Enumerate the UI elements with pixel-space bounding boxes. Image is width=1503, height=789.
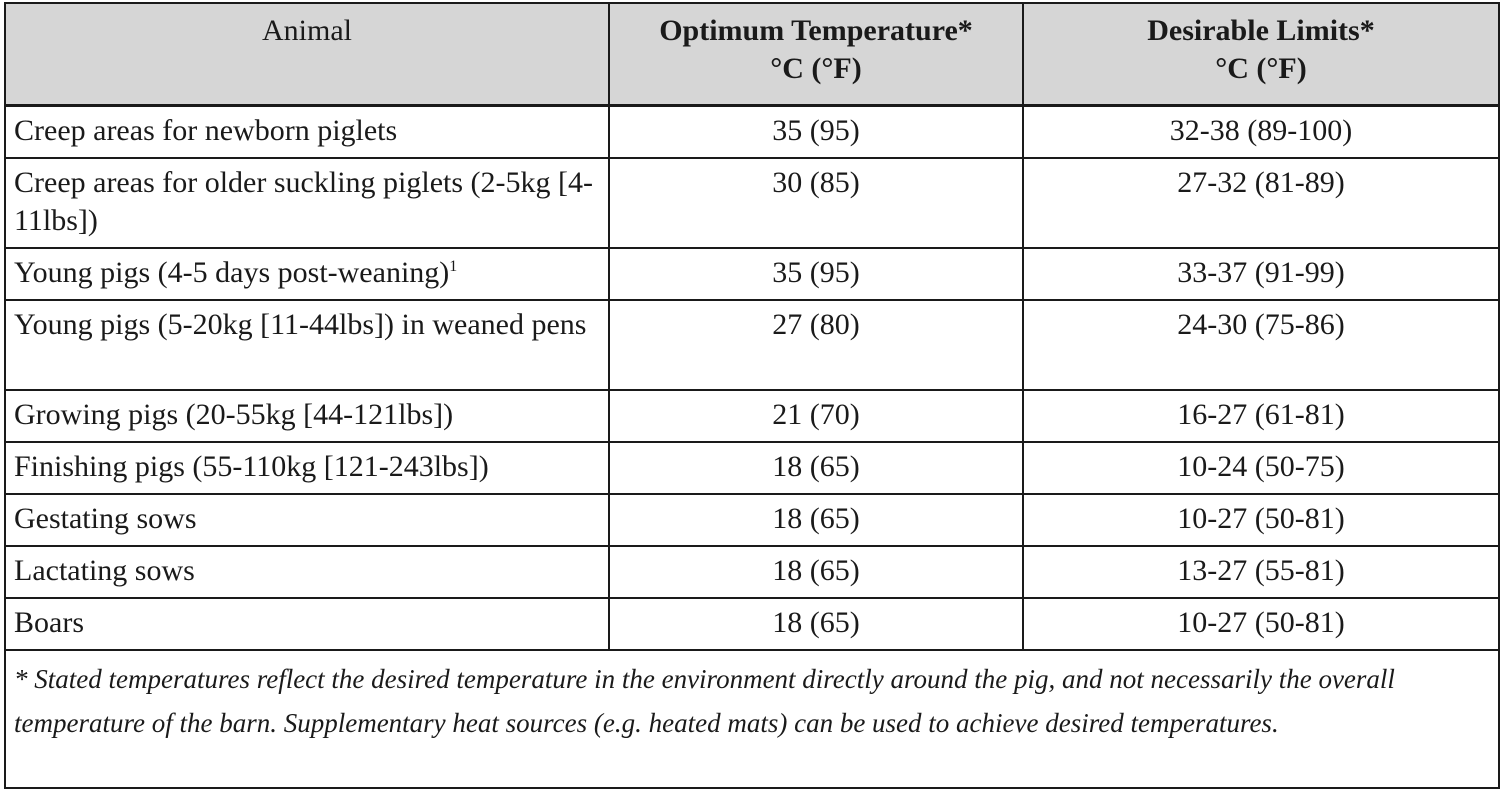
footnote-marker: 1	[449, 258, 458, 275]
table-row	[5, 248, 1499, 300]
cell-limits: 10-27 (50-81)	[1023, 598, 1499, 650]
cell-limits: 27-32 (81-89)	[1023, 158, 1499, 248]
table-row	[5, 300, 1499, 390]
cell-animal: Young pigs (4-5 days post-weaning)$^1$	[5, 248, 609, 300]
cell-optimum: 18 (65)	[609, 494, 1023, 546]
cell-optimum: 18 (65)	[609, 546, 1023, 598]
cell-limits: 33-37 (91-99)	[1023, 248, 1499, 300]
cell-optimum: 27 (80)	[609, 300, 1023, 390]
header-limits-line1: Desirable Limits*	[1147, 14, 1375, 47]
cell-animal: Boars	[5, 598, 609, 650]
cell-optimum: 18 (65)	[609, 598, 1023, 650]
cell-optimum: 30 (85)	[609, 158, 1023, 248]
cell-limits: 16-27 (61-81)	[1023, 390, 1499, 442]
cell-optimum: 35 (95)	[609, 248, 1023, 300]
cell-animal: Creep areas for older suckling piglets (2-5kg [4-11lbs])	[5, 158, 609, 248]
cell-limits: 10-27 (50-81)	[1023, 494, 1499, 546]
header-optimum-line1: Optimum Temperature*	[659, 14, 973, 47]
cell-animal: Growing pigs (20-55kg [44-121lbs])	[5, 390, 609, 442]
header-row	[5, 3, 1499, 106]
table-row	[5, 546, 1499, 598]
cell-optimum: 35 (95)	[609, 106, 1023, 159]
table-header	[5, 3, 1499, 106]
footnote-text: * Stated temperatures reflect the desired temperature in the environment directly around the pig, and not necessarily the overall temperature of the barn. Supplementary heat sources (e.g. heated mats) can be used to achieve desired temperatures.	[5, 650, 1499, 788]
cell-animal: Young pigs (5-20kg [11-44lbs]) in weaned pens	[5, 300, 609, 390]
header-optimum-temperature	[609, 3, 1023, 106]
temperature-table	[4, 2, 1500, 789]
header-limits-line2: °C (°F)	[1215, 52, 1307, 85]
table-row	[5, 106, 1499, 159]
footnote-row	[5, 650, 1499, 788]
table-row	[5, 598, 1499, 650]
cell-limits: 13-27 (55-81)	[1023, 546, 1499, 598]
cell-optimum: 18 (65)	[609, 442, 1023, 494]
table-row	[5, 158, 1499, 248]
cell-optimum: 21 (70)	[609, 390, 1023, 442]
cell-animal: Lactating sows	[5, 546, 609, 598]
cell-limits: 10-24 (50-75)	[1023, 442, 1499, 494]
table-row	[5, 442, 1499, 494]
cell-animal: Gestating sows	[5, 494, 609, 546]
cell-animal: Creep areas for newborn piglets	[5, 106, 609, 159]
table-row	[5, 494, 1499, 546]
table-row	[5, 390, 1499, 442]
header-optimum-line2: °C (°F)	[770, 52, 862, 85]
temperature-table-container	[4, 2, 1498, 789]
header-desirable-limits	[1023, 3, 1499, 106]
cell-limits: 32-38 (89-100)	[1023, 106, 1499, 159]
header-animal: Animal	[5, 3, 609, 106]
table-body	[5, 106, 1499, 789]
cell-limits: 24-30 (75-86)	[1023, 300, 1499, 390]
cell-animal: Finishing pigs (55-110kg [121-243lbs])	[5, 442, 609, 494]
